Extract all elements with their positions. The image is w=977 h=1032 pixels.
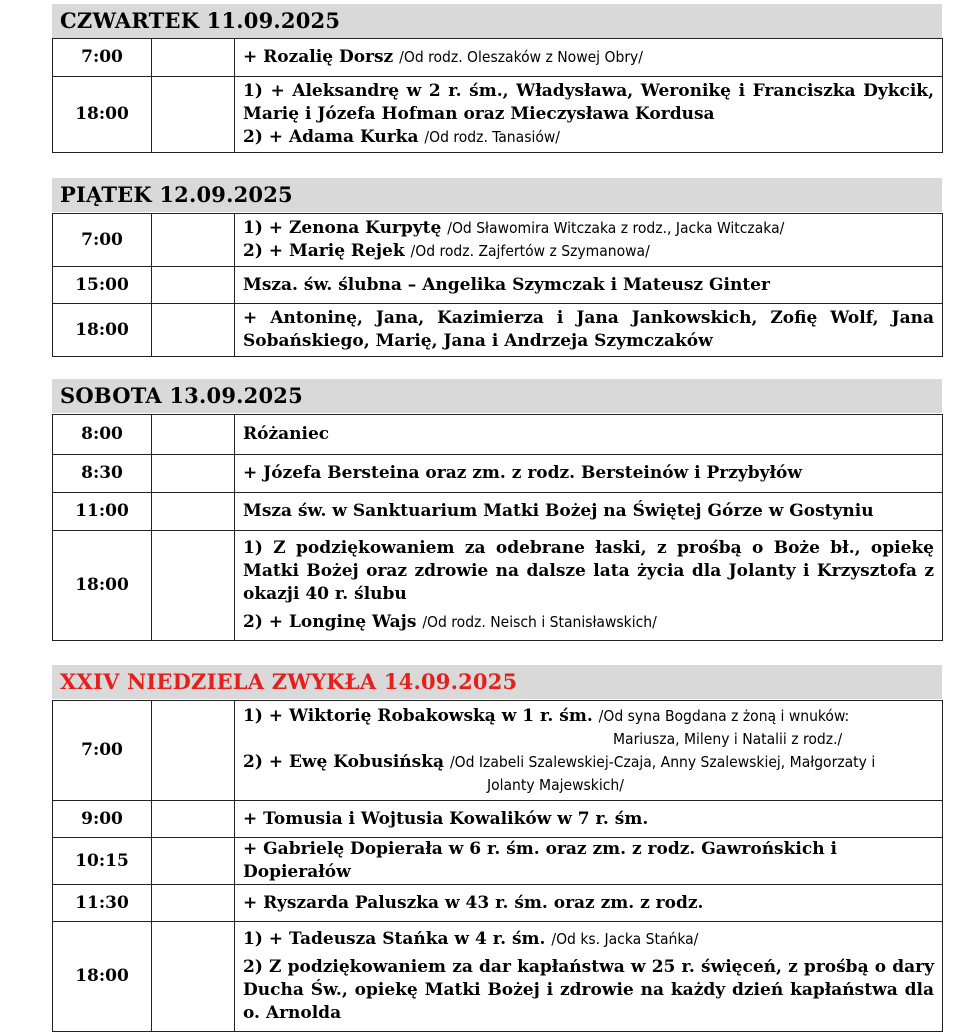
intention-cell <box>235 801 943 838</box>
intention-note: /Od rodz. Oleszaków z Nowej Obry/ <box>399 48 643 66</box>
blank-cell <box>152 455 235 493</box>
table-row <box>53 885 943 922</box>
intention-cell <box>235 415 943 455</box>
intention-entry <box>243 240 934 263</box>
intention-entry: + Tomusia i Wojtusia Kowalików w 7 r. śm. <box>243 808 649 829</box>
blank-cell <box>152 304 235 357</box>
intention-cell <box>235 531 943 641</box>
blank-cell <box>152 493 235 531</box>
mass-time: 18:00 <box>53 922 152 1032</box>
intention-entry: + Józefa Bersteina oraz zm. z rodz. Bersteinów i Przybyłów <box>243 463 803 483</box>
table-row <box>53 531 943 641</box>
intention-entry <box>243 611 934 634</box>
intention-cell <box>235 493 943 531</box>
table-row <box>53 415 943 455</box>
blank-cell <box>152 77 235 153</box>
schedule-table-sunday <box>52 700 943 1032</box>
intention-cell <box>235 267 943 304</box>
table-row <box>53 267 943 304</box>
mass-time: 7:00 <box>53 701 152 801</box>
intention-entry: + Antoninę, Jana, Kazimierza i Jana Jankowskich, Zofię Wolf, Jana Sobańskiego, Marię, Jana i Andrzeja Szymczaków <box>243 308 934 351</box>
intention-entry: + Ryszarda Paluszka w 43 r. śm. oraz zm. z rodz. <box>243 892 704 913</box>
table-row <box>53 701 943 801</box>
intention-note: /Od Sławomira Witczaka z rodz., Jacka Witczaka/ <box>447 219 785 237</box>
mass-time: 7:00 <box>53 39 152 77</box>
table-row <box>53 77 943 153</box>
intention-entry: Msza. św. ślubna – Angelika Szymczak i Mateusz Ginter <box>243 274 770 295</box>
blank-cell <box>152 39 235 77</box>
intention-cell <box>235 214 943 267</box>
intention-cell <box>235 39 943 77</box>
intention-main: 2) + Adama Kurka <box>243 127 419 147</box>
intention-note: /Od rodz. Neisch i Stanisławskich/ <box>422 613 657 631</box>
blank-cell <box>152 885 235 922</box>
blank-cell <box>152 531 235 641</box>
intention-entry: + Gabrielę Dopierała w 6 r. śm. oraz zm. z rodz. Gawrońskich i Dopierałów <box>243 839 837 882</box>
blank-cell <box>152 801 235 838</box>
intention-note: /Od syna Bogdana z żoną i wnuków: <box>598 706 850 725</box>
intention-entry <box>243 126 934 149</box>
schedule-table-friday <box>52 213 943 357</box>
blank-cell <box>152 922 235 1032</box>
table-row <box>53 455 943 493</box>
intention-note: /Od ks. Jacka Stańka/ <box>551 930 699 948</box>
blank-cell <box>152 267 235 304</box>
day-header-sunday: XXIV NIEDZIELA ZWYKŁA 14.09.2025 <box>52 665 942 699</box>
day-header-saturday: SOBOTA 13.09.2025 <box>52 379 942 413</box>
intention-entry <box>243 928 934 951</box>
table-row <box>53 922 943 1032</box>
table-row <box>53 838 943 885</box>
intention-entry: 2) Z podziękowaniem za dar kapłaństwa w 25 r. święceń, z prośbą o dary Ducha Św., opiekę Matki Bożej i zdrowie na każdy dzień kapłaństwa dla o. Arnolda <box>243 957 934 1023</box>
intention-cell <box>235 701 943 801</box>
intention-note: /Od rodz. Tanasiów/ <box>424 128 560 146</box>
intention-entry <box>243 751 934 774</box>
blank-cell <box>152 701 235 801</box>
table-row <box>53 304 943 357</box>
intention-entry <box>243 217 934 240</box>
intention-main: 2) + Longinę Wajs <box>243 612 417 632</box>
blank-cell <box>152 838 235 885</box>
intention-entry <box>243 46 934 69</box>
intention-note-continued: Mariusza, Mileny i Natalii z rodz./ <box>613 729 843 748</box>
table-row <box>53 39 943 77</box>
blank-cell <box>152 214 235 267</box>
intention-entry: 1) Z podziękowaniem za odebrane łaski, z prośbą o Boże bł., opiekę Matki Bożej oraz zdrowie na dalsze lata życia dla Jolanty i Krzysztofa z okazji 40 r. ślubu <box>243 538 934 604</box>
mass-time: 10:15 <box>53 838 152 885</box>
intention-main: 2) + Ewę Kobusińską <box>243 751 445 772</box>
intention-cell <box>235 77 943 153</box>
mass-time: 11:00 <box>53 493 152 531</box>
mass-time: 18:00 <box>53 304 152 357</box>
blank-cell <box>152 415 235 455</box>
intention-main: + Rozalię Dorsz <box>243 47 394 67</box>
intention-note: /Od Izabeli Szalewskiej-Czaja, Anny Szalewskiej, Małgorzaty i <box>449 752 876 771</box>
intention-main: 1) + Zenona Kurpytę <box>243 218 442 238</box>
table-row <box>53 801 943 838</box>
mass-time: 7:00 <box>53 214 152 267</box>
intention-entry: Msza św. w Sanktuarium Matki Bożej na Świętej Górze w Gostyniu <box>243 501 874 521</box>
intention-cell <box>235 838 943 885</box>
intention-entry: 1) + Aleksandrę w 2 r. śm., Władysława, Weronikę i Franciszka Dykcik, Marię i Józefa Hofman oraz Mieczysława Kordusa <box>243 81 934 124</box>
mass-time: 11:30 <box>53 885 152 922</box>
schedule-table-saturday <box>52 414 943 641</box>
mass-time: 18:00 <box>53 77 152 153</box>
schedule-table-thursday <box>52 38 943 153</box>
table-row <box>53 214 943 267</box>
intention-entry: Różaniec <box>243 424 330 444</box>
mass-time: 15:00 <box>53 267 152 304</box>
day-header-thursday: CZWARTEK 11.09.2025 <box>52 4 942 38</box>
intention-cell <box>235 922 943 1032</box>
mass-time: 8:00 <box>53 415 152 455</box>
intention-cell <box>235 304 943 357</box>
mass-time: 9:00 <box>53 801 152 838</box>
intention-entry <box>243 705 934 728</box>
day-header-friday: PIĄTEK 12.09.2025 <box>52 178 942 212</box>
mass-time: 8:30 <box>53 455 152 493</box>
table-row <box>53 493 943 531</box>
intention-note: /Od rodz. Zajfertów z Szymanowa/ <box>410 242 650 260</box>
intention-cell <box>235 885 943 922</box>
intention-main: 2) + Marię Rejek <box>243 241 405 261</box>
intention-main: 1) + Tadeusza Stańka w 4 r. śm. <box>243 929 546 949</box>
intention-main: 1) + Wiktorię Robakowską w 1 r. śm. <box>243 705 593 726</box>
mass-time: 18:00 <box>53 531 152 641</box>
intention-cell <box>235 455 943 493</box>
intention-note-continued: Jolanty Majewskich/ <box>487 775 624 794</box>
